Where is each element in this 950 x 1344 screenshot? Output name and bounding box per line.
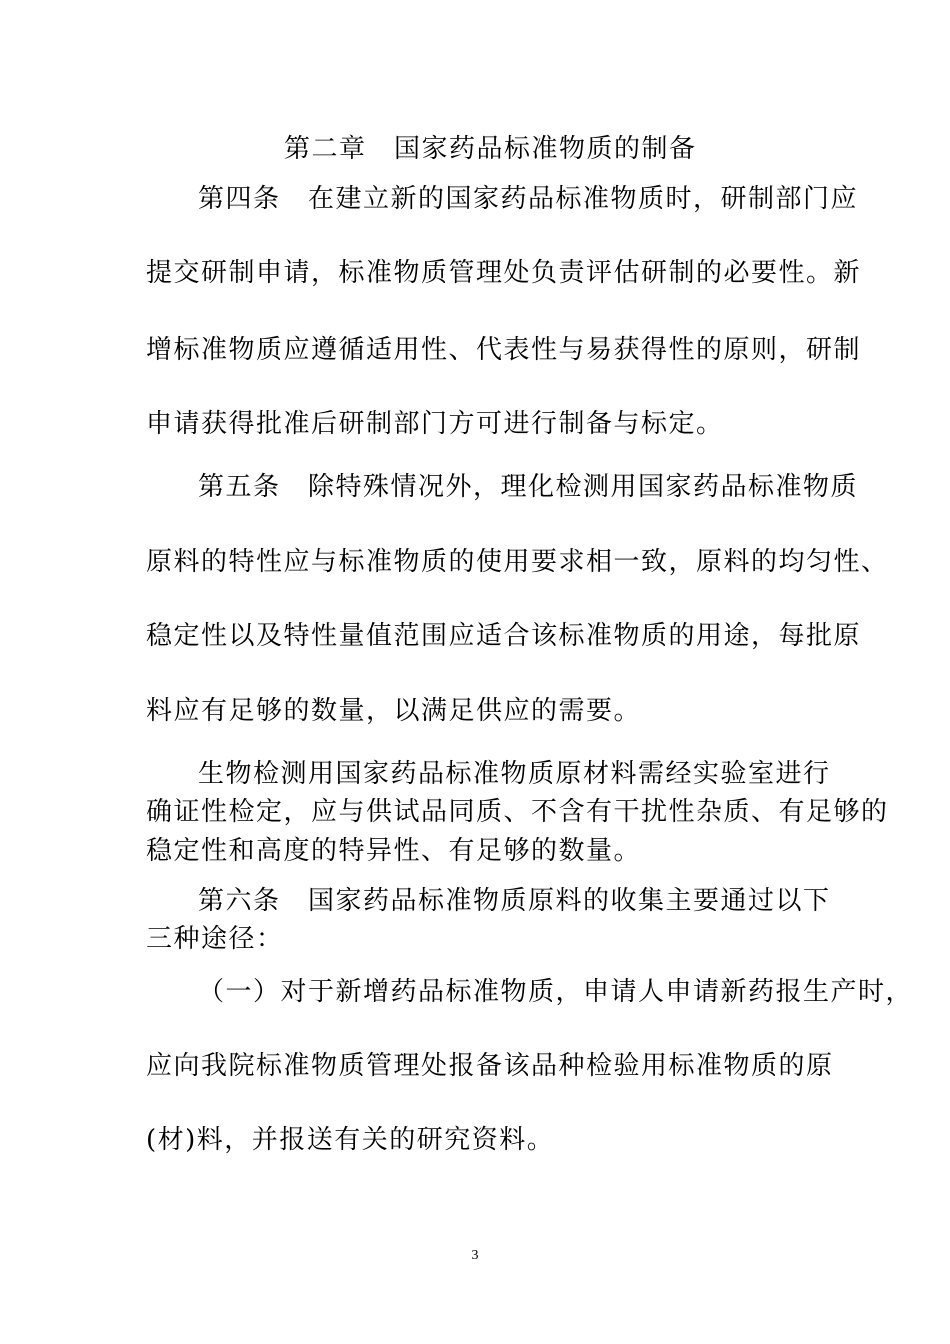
paragraph-line: 提交研制申请，标准物质管理处负责评估研制的必要性。新 bbox=[146, 258, 862, 288]
page-number: 3 bbox=[471, 1248, 479, 1263]
paragraph-line: 三种途径： bbox=[146, 924, 284, 954]
paragraph-line: 稳定性以及特性量值范围应适合该标准物质的用途，每批原 bbox=[146, 621, 862, 651]
paragraph-line: 生物检测用国家药品标准物质原材料需经实验室进行 bbox=[198, 759, 831, 789]
paragraph-line: 申请获得批准后研制部门方可进行制备与标定。 bbox=[146, 409, 724, 439]
paragraph-line: 第四条 在建立新的国家药品标准物质时，研制部门应 bbox=[198, 184, 859, 214]
paragraph-line: (材)料，并报送有关的研究资料。 bbox=[146, 1125, 555, 1155]
paragraph-line: 第五条 除特殊情况外，理化检测用国家药品标准物质 bbox=[198, 472, 859, 502]
paragraph-line: 料应有足够的数量，以满足供应的需要。 bbox=[146, 696, 642, 726]
paragraph-line: 应向我院标准物质管理处报备该品种检验用标准物质的原 bbox=[146, 1051, 834, 1081]
chapter-title: 第二章 国家药品标准物质的制备 bbox=[284, 134, 697, 164]
paragraph-line: 增标准物质应遵循适用性、代表性与易获得性的原则，研制 bbox=[146, 335, 862, 365]
paragraph-line: （一）对于新增药品标准物质，申请人申请新药报生产时， bbox=[198, 977, 914, 1007]
paragraph-line: 原料的特性应与标准物质的使用要求相一致，原料的均匀性、 bbox=[146, 547, 889, 577]
paragraph-line: 稳定性和高度的特异性、有足够的数量。 bbox=[146, 836, 642, 866]
paragraph-line: 确证性检定，应与供试品同质、不含有干扰性杂质、有足够的 bbox=[146, 797, 889, 827]
paragraph-line: 第六条 国家药品标准物质原料的收集主要通过以下 bbox=[198, 886, 831, 916]
